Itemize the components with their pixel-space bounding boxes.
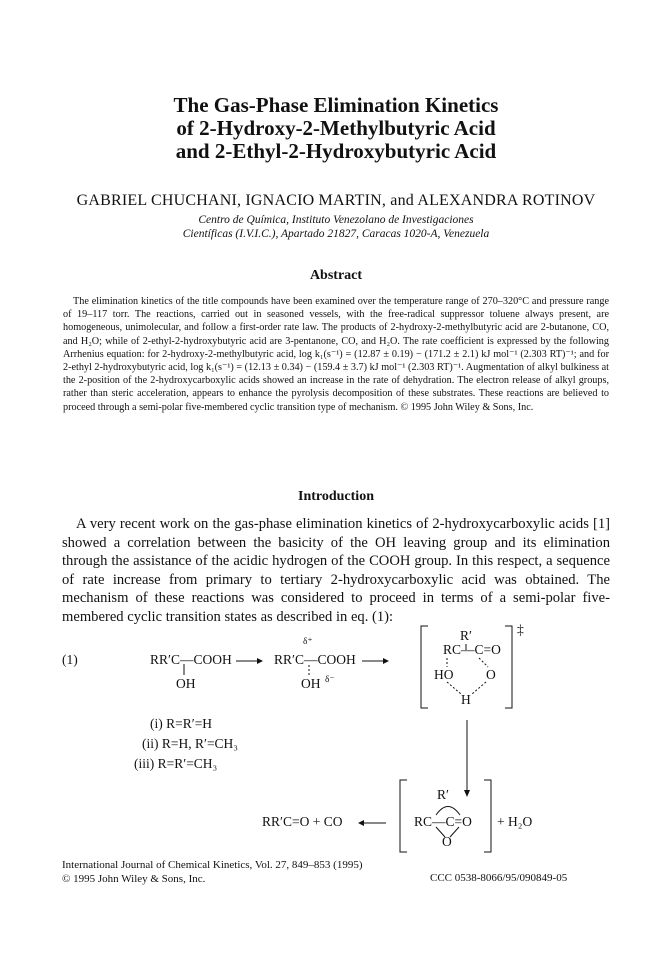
- case-i: (i) R=R′=H: [150, 716, 213, 731]
- ts-right-bracket: [505, 626, 512, 708]
- products: RR′C=O + CO: [262, 814, 343, 829]
- affiliation-line-2: Científicas (I.V.I.C.), Apartado 21827, Caracas 1020-A, Venezuela: [182, 228, 490, 240]
- title-line-3: and 2-Ethyl-2-Hydroxybutyric Acid: [175, 139, 497, 163]
- ts-ho: HO: [434, 667, 454, 682]
- authors: GABRIEL CHUCHANI, IGNACIO MARTIN, and ALEXANDRA ROTINOV: [76, 192, 596, 209]
- equation-number: (1): [62, 652, 78, 667]
- polarized-formula: RR′C—COOH: [274, 652, 356, 667]
- arrow-1-head: [257, 658, 263, 664]
- ts-oh-h-bond: [447, 682, 461, 694]
- down-arrow-head: [464, 790, 470, 797]
- delta-minus: δ⁻: [325, 675, 335, 685]
- double-dagger: ‡: [517, 622, 524, 637]
- arrow-2-head: [383, 658, 389, 664]
- epox-right-bracket: [484, 780, 491, 852]
- arrow-3-head: [358, 820, 364, 826]
- case-iii: (iii) R=R′=CH₃: [134, 756, 218, 771]
- ccc-code: CCC 0538-8066/95/090849-05: [430, 872, 568, 884]
- ts-top-formula: RC—C=O: [443, 642, 501, 657]
- reaction-scheme: [0, 620, 672, 850]
- epox-r-prime: R′: [437, 787, 449, 802]
- ts-r-prime: R′: [460, 628, 472, 643]
- copyright: © 1995 John Wiley & Sons, Inc.: [62, 872, 206, 885]
- reactant-formula: RR′C—COOH: [150, 652, 232, 667]
- title-line-1: The Gas-Phase Elimination Kinetics: [173, 93, 499, 117]
- paper-title: [0, 94, 672, 163]
- abstract-text: The elimination kinetics of the title compounds have been examined over the temperature range of 270–320°C and pressure range of 19–117 torr. The reactions, carried out in seasoned vessels, with the free-radical suppressor toluene always present, are homogeneous, unimolecular, and follow a first-order rate law. The products of 2-hydroxy-2-methylbutyric acid are 2-butanone, CO, and H₂O; while of 2-ethyl-2-hydroxybutyric acid are 3-pentanone, CO, and H₂O. The rate coefficient is expressed by the following Arrhenius equation: for 2-hydroxy-2-methylbutyric acid, log k₁(s⁻¹) = (12.87 ± 0.19) − (171.2 ± 2.1) kJ mol⁻¹ (2.303 RT)⁻¹; and for 2-ethyl 2-hydroxybutyric acid, log k₁(s⁻¹) = (12.13 ± 0.34) − (159.4 ± 3.7) kJ mol⁻¹ (2.303 RT)⁻¹. Augmentation of alkyl bulkiness at the 2-position of the 2-hydroxycarboxylic acids showed an increase in the rate of dehydration. The electron release of alkyl groups, rather than steric acceleration, appears to enhance the pyrolysis decomposition of these substrates. These reactions are believed to proceed through a semi-polar five-membered cyclic transition type of mechanism. © 1995 John Wiley & Sons, Inc.: [63, 296, 609, 413]
- polarized-oh: OH: [301, 676, 321, 691]
- case-ii: (ii) R=H, R′=CH₃: [142, 736, 239, 751]
- water: + H₂O: [497, 814, 533, 829]
- ts-left-bracket: [421, 626, 428, 708]
- reactant-oh: OH: [176, 676, 196, 691]
- introduction-text: A very recent work on the gas-phase elimination kinetics of 2-hydroxycarboxylic acids [1] showed a correlation between the basicity of the OH leaving group and its elimination through the assistance of the acidic hydrogen of the COOH group. In this respect, a sequence of rate increase from primary to tertiary 2-hydroxycarboxylic acid was obtained. The mechanism of these reactions was considered to proceed in terms of a semi-polar five-membered cyclic transition states as described in eq. (1):: [62, 516, 610, 625]
- affiliation-line-1: Centro de Química, Instituto Venezolano de Investigaciones: [198, 214, 474, 226]
- abstract-heading: Abstract: [309, 268, 363, 283]
- epox-o: O: [442, 834, 452, 849]
- ts-co-bond: [479, 658, 488, 667]
- journal-citation: International Journal of Chemical Kinetics, Vol. 27, 849–853 (1995): [62, 859, 363, 871]
- delta-plus: δ⁺: [303, 637, 313, 647]
- epox-formula: RC—C=O: [414, 814, 472, 829]
- ts-o-h-bond: [472, 682, 486, 694]
- title-line-2: of 2-Hydroxy-2-Methylbutyric Acid: [176, 116, 496, 140]
- footer-left: [62, 859, 363, 886]
- epox-left-bracket: [400, 780, 407, 852]
- ts-h: H: [461, 692, 471, 707]
- introduction-heading: Introduction: [298, 489, 374, 504]
- ts-o: O: [486, 667, 496, 682]
- affiliation: [0, 213, 672, 241]
